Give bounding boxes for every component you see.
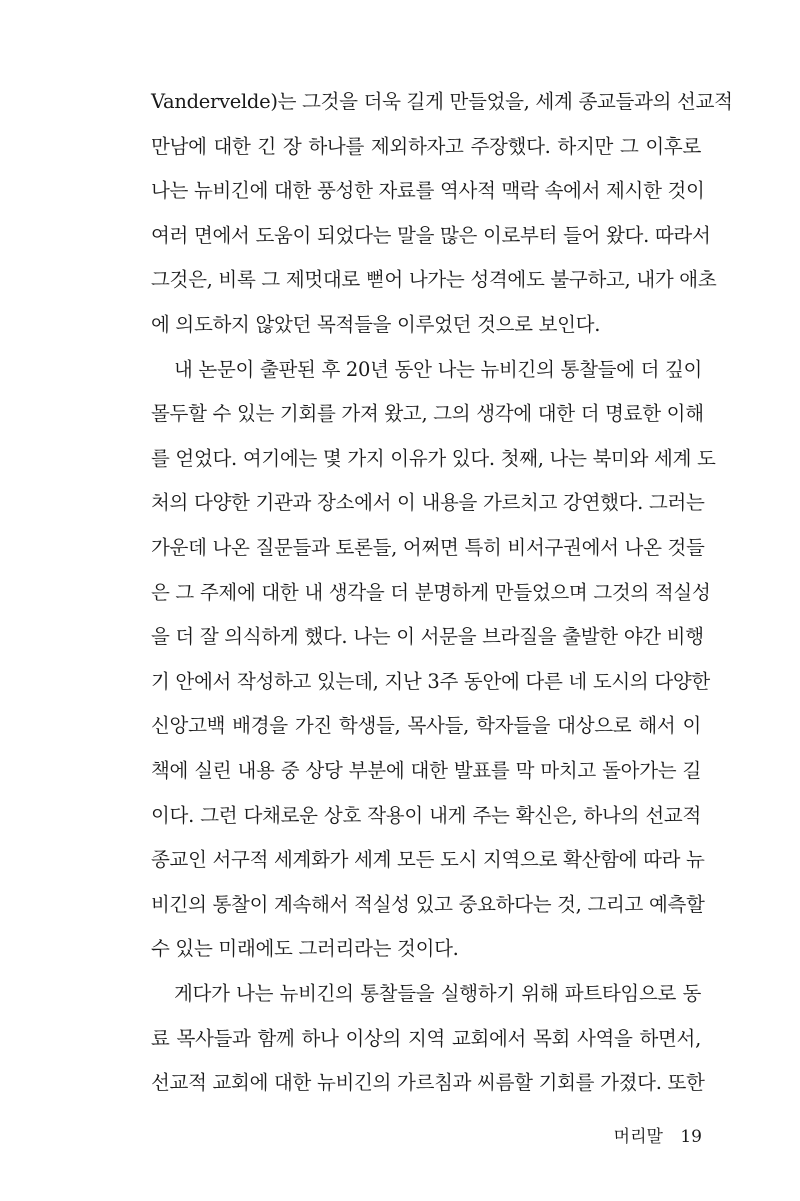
text-line: 여러 면에서 도움이 되었다는 말을 많은 이로부터 들어 왔다. 따라서	[151, 223, 711, 247]
text-line: 를 얻었다. 여기에는 몇 가지 이유가 있다. 첫째, 나는 북미와 세계 도	[151, 446, 716, 470]
text-line: 은 그 주제에 대한 내 생각을 더 분명하게 만들었으며 그것의 적실성	[151, 580, 711, 604]
text-line: 신앙고백 배경을 가진 학생들, 목사들, 학자들을 대상으로 해서 이	[151, 714, 701, 738]
text-line: 가운데 나온 질문들과 토론들, 어쩌면 특히 비서구권에서 나온 것들	[151, 536, 705, 559]
text-line: 처의 다양한 기관과 장소에서 이 내용을 가르치고 강연했다. 그러는	[151, 491, 705, 515]
paragraph-first-line: 내 논문이 출판된 후 20년 동안 나는 뉴비긴의 통찰들에 더 깊이	[174, 357, 703, 381]
text-line: 책에 실린 내용 중 상당 부분에 대한 발표를 막 마치고 돌아가는 길	[151, 759, 701, 782]
paragraph-first-line: 게다가 나는 뉴비긴의 통찰들을 실행하기 위해 파트타임으로 동	[174, 982, 701, 1005]
text-line: 비긴의 통찰이 계속해서 적실성 있고 중요하다는 것, 그리고 예측할	[151, 892, 705, 916]
text-line: 그것은, 비록 그 제멋대로 뻗어 나가는 성격에도 불구하고, 내가 애초	[151, 268, 717, 292]
text-line: 나는 뉴비긴에 대한 풍성한 자료를 역사적 맥락 속에서 제시한 것이	[151, 179, 705, 203]
text-line: 기 안에서 작성하고 있는데, 지난 3주 동안에 다른 네 도시의 다양한	[151, 669, 710, 693]
text-line: 을 더 잘 의식하게 했다. 나는 이 서문을 브라질을 출발한 야간 비행	[151, 625, 704, 649]
text-line: 선교적 교회에 대한 뉴비긴의 가르침과 씨름할 기회를 가졌다. 또한	[151, 1071, 705, 1095]
text-line: 이다. 그런 다채로운 상호 작용이 내게 주는 확신은, 하나의 선교적	[151, 803, 701, 827]
text-line: 료 목사들과 함께 하나 이상의 지역 교회에서 목회 사역을 하면서,	[151, 1026, 701, 1050]
page-number: 19	[680, 1127, 702, 1147]
text-line: 만남에 대한 긴 장 하나를 제외하자고 주장했다. 하지만 그 이후로	[151, 134, 701, 158]
text-line: 수 있는 미래에도 그러리라는 것이다.	[151, 937, 459, 961]
text-line: 몰두할 수 있는 기회를 가져 왔고, 그의 생각에 대한 더 명료한 이해	[151, 402, 704, 426]
text-line: Vandervelde)는 그것을 더욱 길게 만들었을, 세계 종교들과의 선교적	[151, 90, 733, 113]
text-line: 에 의도하지 않았던 목적들을 이루었던 것으로 보인다.	[151, 313, 601, 336]
running-head: 머리말	[613, 1127, 663, 1147]
page-footer	[614, 1124, 702, 1150]
text-line: 종교인 서구적 세계화가 세계 모든 도시 지역으로 확산함에 따라 뉴	[151, 848, 705, 872]
